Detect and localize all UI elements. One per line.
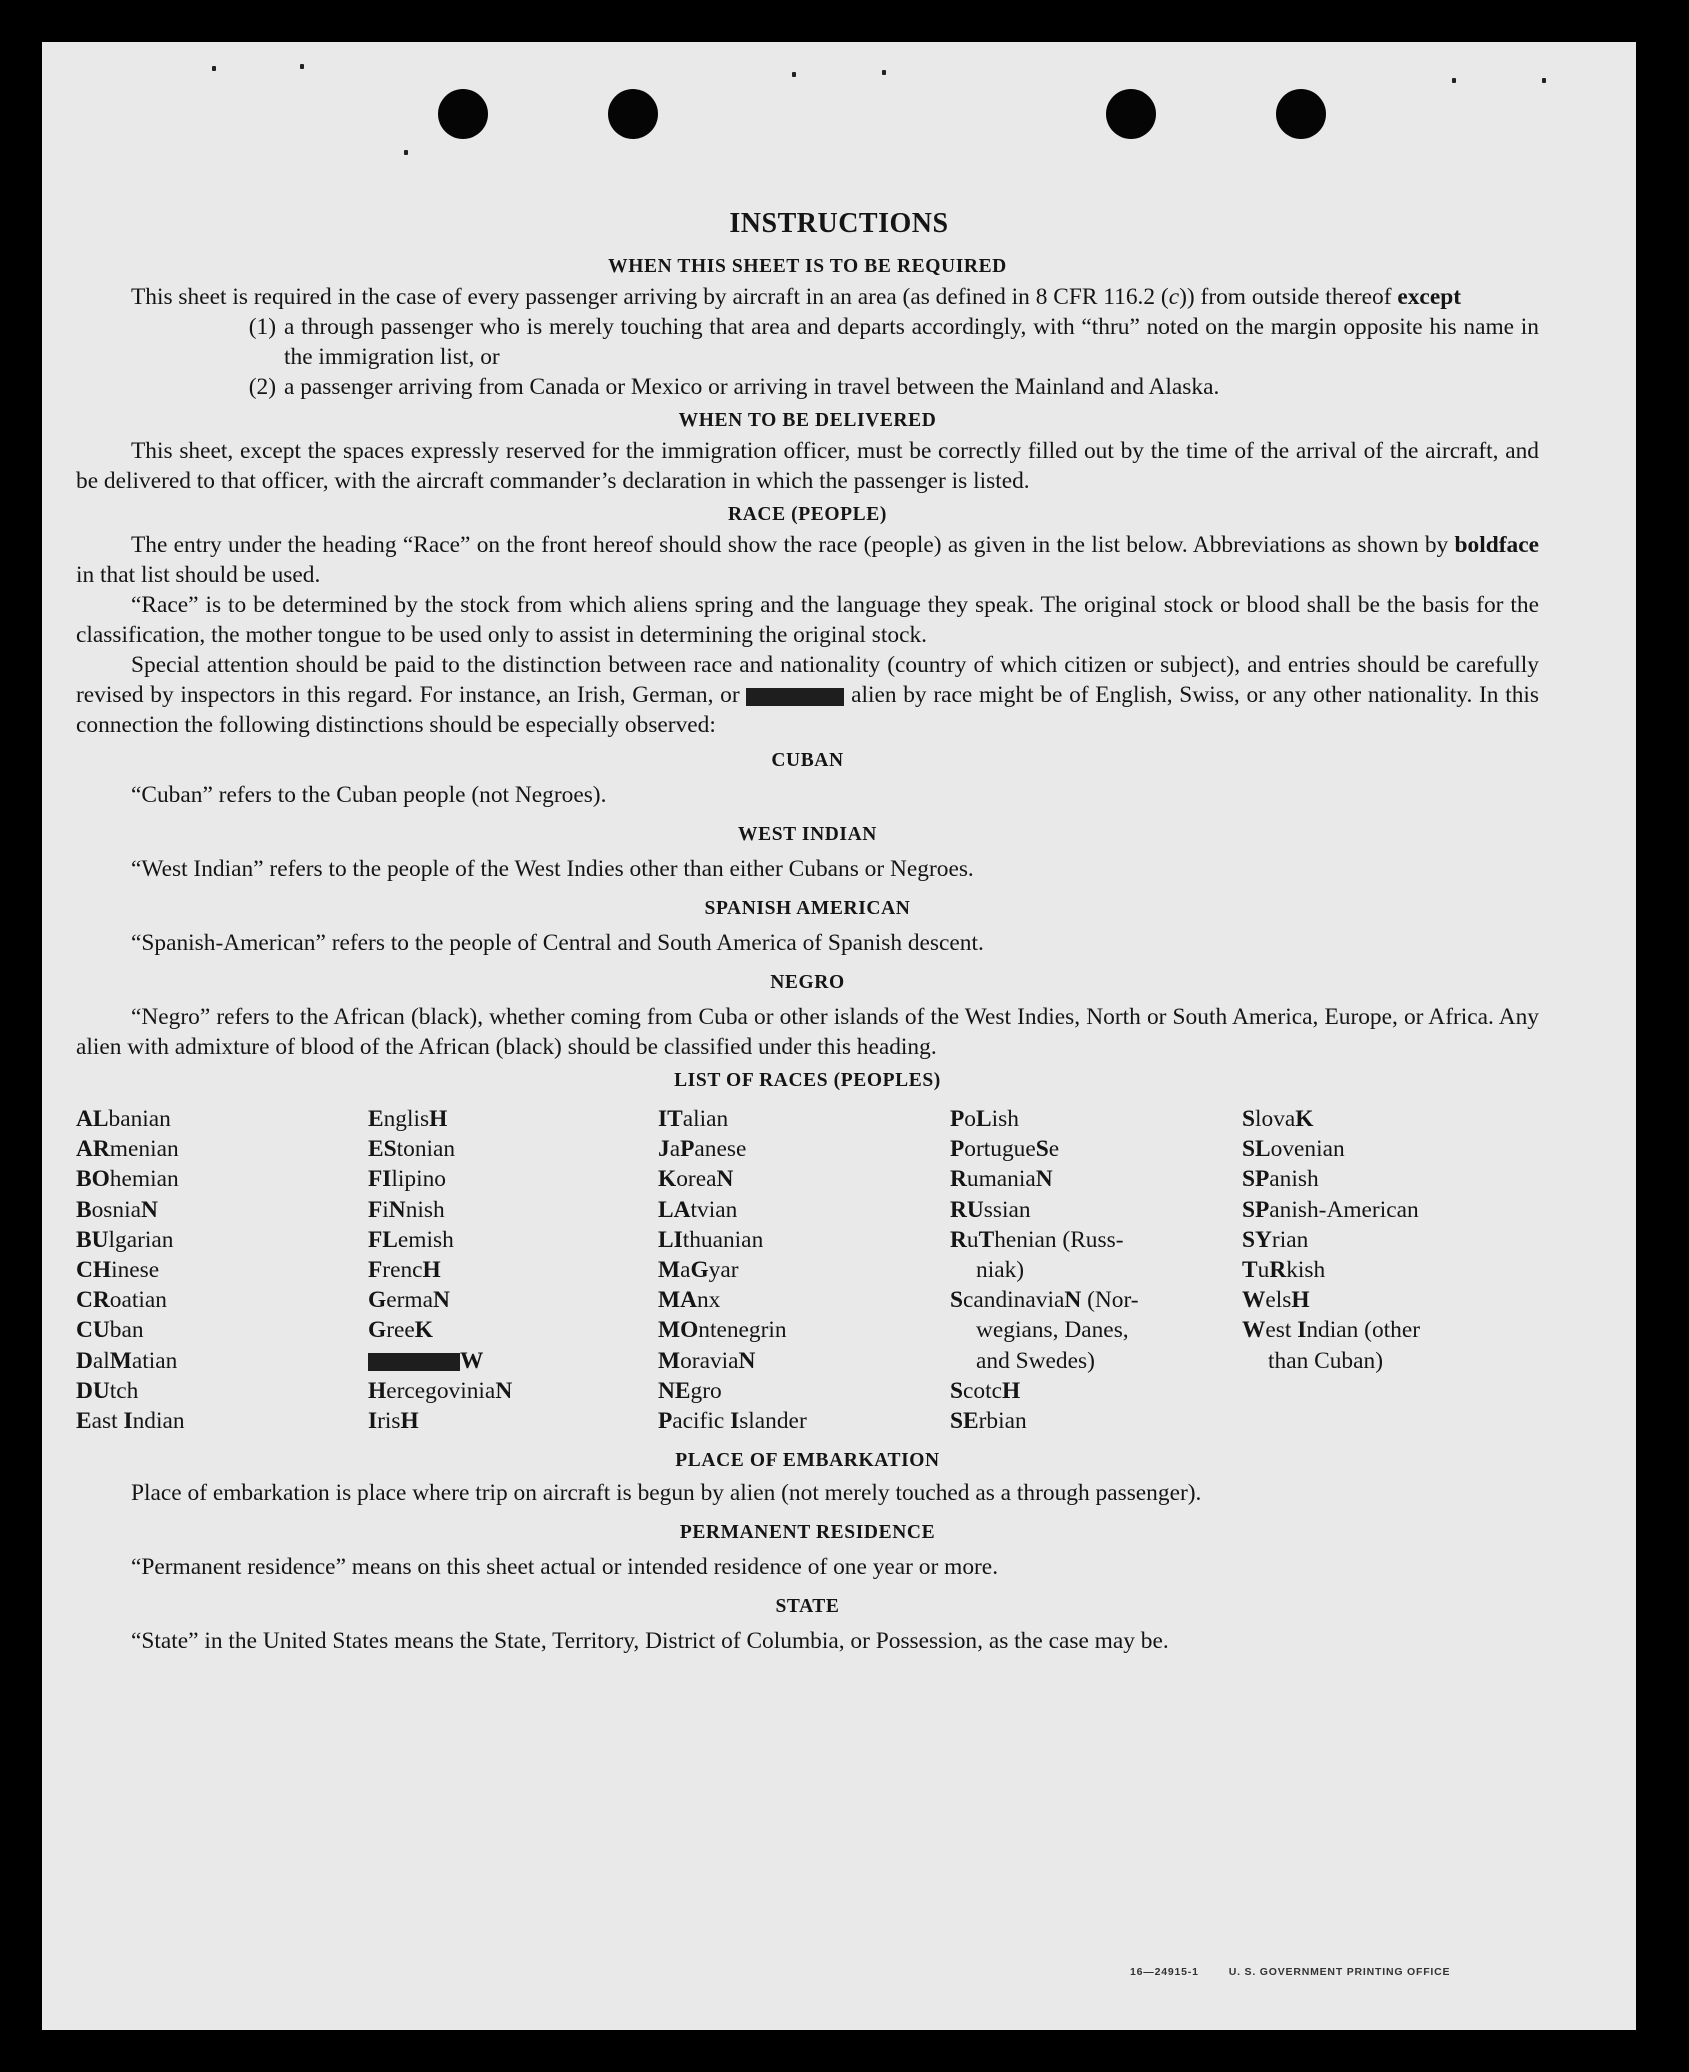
race-text: niak) — [976, 1257, 1025, 1284]
race-abbreviation: SY — [1242, 1226, 1272, 1253]
race-entry — [658, 1346, 950, 1376]
race-abbreviation: H — [1001, 1377, 1021, 1404]
race-entry — [950, 1346, 1242, 1376]
race-entry — [950, 1315, 1242, 1345]
race-abbreviation: LA — [658, 1196, 691, 1223]
race-text: slander — [739, 1408, 807, 1435]
race-entry — [368, 1164, 658, 1194]
race-abbreviation: P — [680, 1136, 695, 1163]
race-entry — [368, 1406, 658, 1436]
race-entry — [76, 1255, 368, 1285]
punch-hole — [438, 89, 488, 139]
paragraph-state: “State” in the United States means the State, Territory, District of Columbia, or Possession, as the case may be. — [131, 1628, 1169, 1655]
race-entry — [76, 1346, 368, 1376]
race-abbreviation: N — [1035, 1166, 1053, 1193]
document-sheet — [42, 42, 1636, 2030]
race-text: ndian (other — [1306, 1317, 1421, 1344]
race-entry — [658, 1255, 950, 1285]
race-text: ree — [386, 1317, 415, 1344]
race-abbreviation: J — [658, 1136, 670, 1163]
race-abbreviation: G — [690, 1257, 709, 1284]
race-abbreviation: SP — [1242, 1166, 1270, 1193]
race-text: banian — [108, 1106, 171, 1132]
race-text: ris — [377, 1408, 401, 1435]
paragraph-race-3 — [76, 650, 1539, 740]
race-text: wegians, Danes, — [976, 1317, 1129, 1344]
race-text: ast — [91, 1408, 124, 1435]
race-entry — [658, 1406, 950, 1436]
race-entry — [950, 1104, 1242, 1134]
race-text: lova — [1255, 1106, 1296, 1132]
race-text: ssian — [983, 1196, 1031, 1223]
race-text: acific — [672, 1408, 731, 1435]
redaction-mark — [368, 1353, 460, 1371]
race-text: inese — [111, 1257, 160, 1284]
race-entry — [76, 1195, 368, 1225]
race-abbreviation: RU — [950, 1196, 984, 1223]
item-text: a passenger arriving from Canada or Mexico or arriving in travel between the Mainland and Alaska. — [284, 374, 1220, 400]
race-text: els — [1265, 1287, 1292, 1314]
race-abbreviation: H — [429, 1106, 448, 1132]
race-abbreviation: S — [1242, 1106, 1256, 1132]
paragraph-required — [76, 282, 1539, 312]
race-entry — [368, 1104, 658, 1134]
race-text: ercegovinia — [386, 1377, 496, 1404]
race-abbreviation: CR — [76, 1287, 110, 1314]
race-column — [1242, 1104, 1539, 1436]
speck — [792, 72, 796, 77]
race-text: osnia — [91, 1196, 141, 1223]
race-abbreviation: N — [140, 1196, 158, 1223]
race-abbreviation: I — [730, 1408, 740, 1435]
race-entry — [1242, 1285, 1539, 1315]
race-entry — [76, 1104, 368, 1134]
race-text: u — [966, 1226, 979, 1253]
text: )) from outside thereof — [1179, 284, 1398, 310]
race-abbreviation: AR — [76, 1136, 110, 1163]
race-column — [658, 1104, 950, 1436]
race-entry — [1242, 1164, 1539, 1194]
race-text: orea — [676, 1166, 717, 1193]
text-bold: except — [1397, 284, 1461, 310]
race-text: thuanian — [682, 1226, 764, 1253]
race-text: u — [1257, 1257, 1270, 1284]
race-text: ban — [109, 1317, 144, 1344]
race-text: o — [964, 1106, 976, 1132]
race-abbreviation: SE — [950, 1408, 979, 1435]
race-text: tonian — [396, 1136, 456, 1163]
race-text: emish — [397, 1226, 454, 1253]
race-text: a — [669, 1136, 681, 1163]
section-heading-state: STATE — [775, 1596, 840, 1618]
race-abbreviation: P — [658, 1408, 673, 1435]
race-abbreviation: F — [368, 1257, 383, 1284]
race-entry — [950, 1376, 1242, 1406]
race-entry — [76, 1225, 368, 1255]
race-abbreviation: N — [432, 1287, 450, 1314]
paragraph-west-indian: “West Indian” refers to the people of the West Indies other than either Cubans or Negroes. — [131, 856, 974, 882]
race-text: nish — [405, 1196, 445, 1223]
race-entry — [950, 1285, 1242, 1315]
printer-credit: U. S. GOVERNMENT PRINTING OFFICE — [1228, 1966, 1451, 1978]
race-text: (Nor- — [1081, 1287, 1139, 1314]
paragraph-negro: “Negro” refers to the African (black), whether coming from Cuba or other islands of the West Indies, North or South America, Europe, or Africa. Any alien with admixture of blood of the African (black) should be classified under this heading. — [76, 1004, 1539, 1060]
race-text: lgarian — [108, 1226, 174, 1253]
race-abbreviation: BO — [76, 1166, 110, 1193]
section-heading-negro: NEGRO — [770, 972, 845, 993]
section-heading-west-indian: WEST INDIAN — [738, 824, 877, 845]
speck — [1452, 78, 1456, 83]
race-abbreviation: D — [76, 1347, 93, 1374]
race-text: nx — [696, 1287, 721, 1314]
race-entry — [1242, 1104, 1539, 1134]
race-text: ish — [991, 1106, 1019, 1132]
race-text: cotc — [963, 1377, 1002, 1404]
text: c — [1168, 284, 1180, 310]
race-entry — [368, 1376, 658, 1406]
race-entry — [1242, 1346, 1539, 1376]
race-list — [76, 1104, 1539, 1436]
redaction-mark — [746, 688, 844, 706]
race-abbreviation: T — [978, 1226, 995, 1253]
section-heading-race: RACE (PEOPLE) — [728, 504, 887, 525]
race-entry — [76, 1285, 368, 1315]
text: This sheet is required in the case of every passenger arriving by aircraft in an area (as defined in 8 CFR 116.2 ( — [131, 284, 1169, 310]
race-entry — [950, 1164, 1242, 1194]
list-item — [76, 312, 1539, 372]
race-text: renc — [382, 1257, 423, 1284]
race-text: kish — [1286, 1257, 1326, 1284]
race-abbreviation: G — [368, 1317, 387, 1344]
race-abbreviation: IT — [658, 1106, 683, 1132]
race-text: erma — [386, 1287, 433, 1314]
race-text: menian — [109, 1136, 179, 1163]
race-text: anish-American — [1269, 1196, 1419, 1223]
race-text: gro — [690, 1377, 722, 1404]
race-entry — [368, 1315, 658, 1345]
race-entry — [1242, 1195, 1539, 1225]
speck — [300, 64, 304, 69]
race-abbreviation: CH — [76, 1257, 112, 1284]
race-abbreviation: I — [123, 1408, 133, 1435]
race-abbreviation: S — [950, 1287, 964, 1314]
race-abbreviation: E — [368, 1106, 384, 1132]
race-abbreviation: FI — [368, 1166, 392, 1193]
race-entry — [950, 1225, 1242, 1255]
section-heading-delivered: WHEN TO BE DELIVERED — [678, 410, 937, 431]
paragraph-embarkation: Place of embarkation is place where trip on aircraft is begun by alien (not merely touched as a through passenger). — [131, 1480, 1202, 1507]
race-entry — [1242, 1255, 1539, 1285]
race-abbreviation: W — [1242, 1287, 1266, 1314]
speck — [882, 70, 886, 75]
race-abbreviation: SL — [1242, 1136, 1271, 1163]
race-entry — [658, 1195, 950, 1225]
race-text: rbian — [978, 1408, 1027, 1435]
race-text: e — [1048, 1136, 1060, 1163]
race-entry — [368, 1285, 658, 1315]
race-abbreviation: MO — [658, 1317, 699, 1344]
text-bold: boldface — [1454, 532, 1539, 558]
race-abbreviation: P — [950, 1106, 965, 1132]
race-entry — [658, 1376, 950, 1406]
race-abbreviation: N — [495, 1377, 513, 1404]
race-abbreviation: H — [422, 1257, 441, 1284]
race-entry — [1242, 1225, 1539, 1255]
race-entry — [368, 1134, 658, 1164]
race-abbreviation: NE — [658, 1377, 691, 1404]
race-abbreviation: S — [950, 1377, 964, 1404]
race-text: atian — [131, 1347, 178, 1374]
race-text: than Cuban) — [1268, 1347, 1383, 1374]
race-text: rian — [1271, 1226, 1309, 1253]
section-heading-cuban: CUBAN — [771, 750, 844, 771]
race-text: anish — [1269, 1166, 1319, 1193]
race-text: alian — [682, 1106, 729, 1132]
race-entry — [658, 1285, 950, 1315]
race-abbreviation: H — [1291, 1287, 1310, 1314]
race-entry — [658, 1104, 950, 1134]
section-heading-residence: PERMANENT RESIDENCE — [679, 1522, 936, 1544]
paragraph-cuban: “Cuban” refers to the Cuban people (not Negroes). — [131, 782, 607, 808]
race-text: al — [92, 1347, 110, 1374]
race-entry — [950, 1406, 1242, 1436]
race-entry — [950, 1255, 1242, 1285]
race-abbreviation: K — [414, 1317, 433, 1344]
race-entry — [76, 1164, 368, 1194]
race-text: candinavia — [963, 1287, 1065, 1314]
race-column — [76, 1104, 368, 1436]
race-text: lipino — [391, 1166, 446, 1193]
race-text: oatian — [109, 1287, 167, 1314]
race-text: oravia — [680, 1347, 739, 1374]
race-entry — [1242, 1134, 1539, 1164]
race-text: a — [680, 1257, 691, 1284]
race-abbreviation: P — [950, 1136, 965, 1163]
race-abbreviation: M — [109, 1347, 132, 1374]
paragraph-race-1 — [76, 530, 1539, 590]
race-abbreviation: E — [76, 1408, 92, 1435]
section-heading-required: WHEN THIS SHEET IS TO BE REQUIRED — [608, 256, 1007, 277]
race-abbreviation: MA — [658, 1287, 697, 1314]
race-text: i — [382, 1196, 389, 1223]
race-abbreviation: I — [368, 1408, 378, 1435]
race-abbreviation: H — [368, 1377, 387, 1404]
race-entry — [76, 1376, 368, 1406]
race-abbreviation: R — [1269, 1257, 1287, 1284]
race-abbreviation: L — [976, 1106, 992, 1132]
race-abbreviation: N — [738, 1347, 756, 1374]
race-abbreviation: F — [368, 1196, 383, 1223]
section-heading-spanish-american: SPANISH AMERICAN — [704, 898, 911, 919]
race-entry — [76, 1134, 368, 1164]
race-abbreviation: LI — [658, 1226, 683, 1253]
race-abbreviation: ES — [368, 1136, 397, 1163]
section-heading-embarkation: PLACE OF EMBARKATION — [675, 1450, 940, 1472]
race-text: ndian — [132, 1408, 185, 1435]
text: alien by race might be of English, Swiss, or any other nationality. In this connection the following distinctions should be especially observed: — [76, 682, 1540, 738]
race-entry — [658, 1134, 950, 1164]
race-abbreviation: S — [1035, 1136, 1049, 1163]
race-column — [368, 1104, 658, 1436]
race-text: tch — [109, 1377, 139, 1404]
form-number: 16—24915-1 — [1130, 1966, 1199, 1978]
race-column — [950, 1104, 1242, 1436]
race-entry — [1242, 1315, 1539, 1345]
paragraph-race-2: “Race” is to be determined by the stock from which aliens spring and the language they speak. The original stock or blood shall be the basis for the classification, the mother tongue to be used only to assist in determining the original stock. — [76, 592, 1539, 648]
race-text: yar — [708, 1257, 739, 1284]
text: in that list should be used. — [76, 562, 321, 588]
race-entry — [76, 1406, 368, 1436]
race-abbreviation: G — [368, 1287, 387, 1314]
race-text: ortugue — [964, 1136, 1036, 1163]
race-abbreviation: AL — [76, 1106, 109, 1132]
race-abbreviation: M — [658, 1347, 681, 1374]
race-entry — [368, 1225, 658, 1255]
race-text: nglis — [383, 1106, 430, 1132]
race-abbreviation: W — [1242, 1317, 1266, 1344]
race-text: and Swedes) — [976, 1347, 1095, 1374]
race-abbreviation: I — [1297, 1317, 1307, 1344]
race-abbreviation: K — [658, 1166, 677, 1193]
speck — [212, 66, 216, 71]
text: Special attention should be paid to the distinction between race and nationality (country of which citizen or subject), and entries should be carefully revised by inspectors in this regard. For instance, an Irish, German, or — [76, 652, 1539, 708]
race-abbreviation: B — [76, 1196, 92, 1223]
paragraph-residence: “Permanent residence” means on this sheet actual or intended residence of one year or more. — [131, 1554, 999, 1581]
race-text: est — [1265, 1317, 1298, 1344]
race-text: ntenegrin — [698, 1317, 787, 1344]
race-abbreviation: BU — [76, 1226, 109, 1253]
list-item — [76, 372, 1539, 402]
paragraph-delivered: This sheet, except the spaces expressly reserved for the immigration officer, must be correctly filled out by the time of the arrival of the aircraft, and be delivered to that officer, with the aircraft commander’s declaration in which the passenger is listed. — [76, 438, 1539, 494]
race-abbreviation: N — [388, 1196, 406, 1223]
race-text: umania — [966, 1166, 1036, 1193]
page-title: INSTRUCTIONS — [729, 208, 949, 239]
race-abbreviation: R — [950, 1226, 967, 1253]
race-entry — [950, 1134, 1242, 1164]
race-text: tvian — [690, 1196, 738, 1223]
race-entry — [658, 1164, 950, 1194]
punch-hole — [1276, 89, 1326, 139]
race-abbreviation: W — [460, 1347, 484, 1374]
instructions-body — [76, 252, 1539, 1656]
race-text: anese — [694, 1136, 747, 1163]
item-text: a through passenger who is merely touching that area and departs accordingly, with “thru” noted on the margin opposite his name in the immigration list, or — [284, 314, 1539, 370]
paragraph-spanish-american: “Spanish-American” refers to the people of Central and South America of Spanish descent. — [131, 930, 984, 956]
race-text: henian (Russ- — [994, 1226, 1124, 1253]
race-entry — [368, 1195, 658, 1225]
race-entry — [368, 1346, 658, 1376]
footer-print — [1130, 1966, 1480, 1978]
race-entry — [368, 1255, 658, 1285]
race-abbreviation: M — [658, 1257, 681, 1284]
race-abbreviation: T — [1242, 1257, 1258, 1284]
speck — [1542, 78, 1546, 83]
section-heading-list-of-races: LIST OF RACES (PEOPLES) — [674, 1070, 941, 1091]
race-abbreviation: K — [1295, 1106, 1314, 1132]
race-abbreviation: N — [1064, 1287, 1082, 1314]
race-abbreviation: DU — [76, 1377, 110, 1404]
race-abbreviation: H — [400, 1408, 419, 1435]
text: The entry under the heading “Race” on the front hereof should show the race (people) as given in the list below. Abbreviations as shown by — [131, 532, 1455, 558]
race-abbreviation: CU — [76, 1317, 110, 1344]
item-number: (2) — [248, 374, 276, 400]
race-abbreviation: SP — [1242, 1196, 1270, 1223]
race-abbreviation: N — [716, 1166, 734, 1193]
race-entry — [76, 1315, 368, 1345]
race-abbreviation: FL — [368, 1226, 398, 1253]
race-abbreviation: R — [950, 1166, 967, 1193]
speck — [404, 150, 408, 155]
punch-hole — [608, 89, 658, 139]
race-text: hemian — [109, 1166, 179, 1193]
item-number: (1) — [248, 314, 276, 340]
punch-hole — [1106, 89, 1156, 139]
race-entry — [658, 1315, 950, 1345]
race-entry — [658, 1225, 950, 1255]
race-text: ovenian — [1270, 1136, 1345, 1163]
race-entry — [950, 1195, 1242, 1225]
